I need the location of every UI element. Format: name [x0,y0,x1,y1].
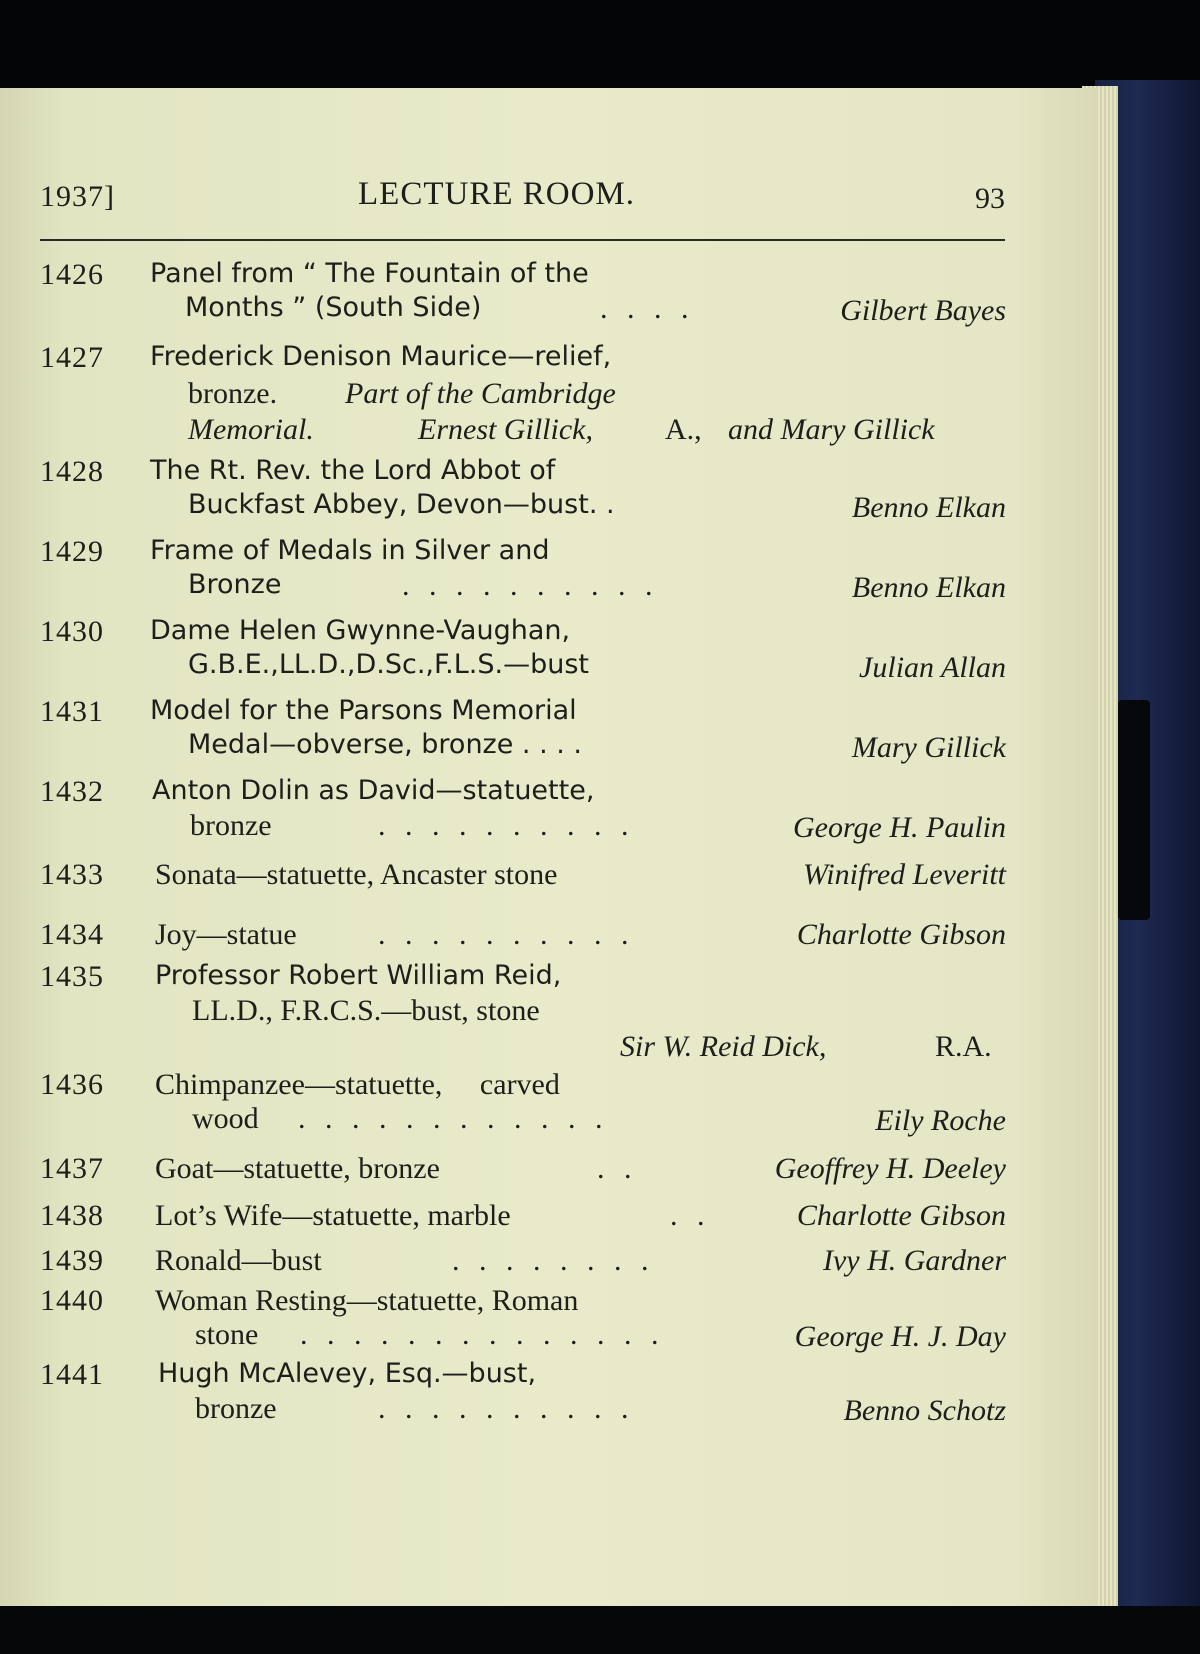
artist-name: Julian Allan [859,651,1006,684]
entry-number: 1430 [40,615,104,648]
entry-number: 1440 [40,1284,104,1317]
entry-title-line2: Bronze [188,569,282,600]
artist-name: Benno Elkan [851,491,1006,524]
background-bottom [0,1606,1200,1654]
entry-title-line1: Professor Robert William Reid, [155,960,562,991]
leader-dots: . . . . . . . . . . [378,918,635,951]
entry-title-line2: stone [195,1318,259,1351]
header-year: 1937] [40,180,115,213]
leader-dots: . . [597,1152,638,1185]
page-title: LECTURE ROOM. [358,176,635,212]
entry-title-line1: Model for the Parsons Memorial [150,695,577,726]
entry-title-line1: Sonata—statuette, Ancaster stone [155,858,558,891]
artist-name: Mary Gillick [851,731,1006,764]
artist-title: R.A. [935,1030,992,1063]
entry-number: 1441 [40,1358,104,1391]
leader-dots: . . . . [600,292,695,325]
entry-title-line2: G.B.E.,LL.D.,D.Sc.,F.L.S.—bust [188,649,590,680]
entry-title-line1: Chimpanzee—statuette, carved [155,1068,560,1101]
entry-number: 1426 [40,258,104,291]
entry-title-line1: Ronald—bust [155,1244,322,1277]
entry-number: 1438 [40,1199,104,1232]
leader-dots: . . . . . . . . . . . . [298,1102,609,1135]
artist-name: Charlotte Gibson [796,918,1006,951]
entry-number: 1437 [40,1152,104,1185]
entry-number: 1439 [40,1244,104,1277]
leader-dots: . . [670,1199,711,1232]
entry-title-line1: Goat—statuette, bronze [155,1152,440,1185]
entry-title-line2: Buckfast Abbey, Devon—bust. . [188,489,615,520]
artist-name: Eily Roche [875,1104,1006,1137]
artist-name-2: and Mary Gillick [728,413,935,446]
entry-note: Part of the Cambridge [345,377,616,410]
artist-name: George H. Paulin [792,811,1006,844]
entry-title-line2: LL.D., F.R.C.S.—bust, stone [192,994,540,1027]
entry-title-line1: Woman Resting—statuette, Roman [155,1284,579,1317]
entry-number: 1436 [40,1068,104,1101]
entry-title-line1: Dame Helen Gwynne-Vaughan, [150,615,571,646]
leader-dots: . . . . . . . . . . [378,1392,635,1425]
entry-title-line1: Frame of Medals in Silver and [150,535,550,566]
entry-title-line2: bronze. [188,377,278,410]
entry-number: 1428 [40,455,104,488]
entry-title-line1: Lot’s Wife—statuette, marble [155,1199,511,1232]
entry-number: 1431 [40,695,104,728]
entry-title-line2: Months ” (South Side) [185,292,482,323]
artist-name: Charlotte Gibson [796,1199,1006,1232]
page-header [0,88,1098,238]
entry-title-line1: Joy—statue [155,918,297,951]
entry-number: 1427 [40,341,104,374]
entry-note-cont: Memorial. [188,413,314,446]
leader-dots: . . . . . . . . . . [402,569,659,602]
entry-number: 1434 [40,918,104,951]
entry-title-line1: The Rt. Rev. the Lord Abbot of [150,455,556,486]
artist-name: Ernest Gillick, [418,413,593,446]
page-number: 93 [975,182,1005,215]
entry-title-line2: wood [192,1102,259,1135]
entry-number: 1433 [40,858,104,891]
entry-title-line2: Medal—obverse, bronze . . . . [188,729,583,760]
entry-title-line2: bronze [195,1392,277,1425]
artist-name: Gilbert Bayes [840,294,1006,327]
artist-name: Sir W. Reid Dick, [620,1030,827,1063]
entry-title-line2: bronze [190,809,272,842]
artist-name: Benno Schotz [843,1394,1006,1427]
background-top [0,0,1200,90]
leader-dots: . . . . . . . . [452,1244,655,1277]
cover-shadow [1118,700,1150,920]
book-page [0,88,1098,1606]
artist-name: Winifred Leveritt [802,858,1006,891]
entry-number: 1429 [40,535,104,568]
header-rule [40,239,1005,241]
entry-number: 1432 [40,775,104,808]
artist-name: George H. J. Day [794,1320,1006,1353]
entry-title-line1: Frederick Denison Maurice—relief, [150,341,612,372]
entry-title-line1: Hugh McAlevey, Esq.—bust, [158,1358,537,1389]
entry-number: 1435 [40,960,104,993]
artist-name: Benno Elkan [851,571,1006,604]
entry-title-line1: Anton Dolin as David—statuette, [152,775,595,806]
leader-dots: . . . . . . . . . . [378,809,635,842]
artist-title: A., [665,413,702,446]
leader-dots: . . . . . . . . . . . . . . [300,1318,665,1351]
artist-name: Geoffrey H. Deeley [774,1152,1006,1185]
artist-name: Ivy H. Gardner [822,1244,1006,1277]
entry-title-line1: Panel from “ The Fountain of the [150,258,589,289]
